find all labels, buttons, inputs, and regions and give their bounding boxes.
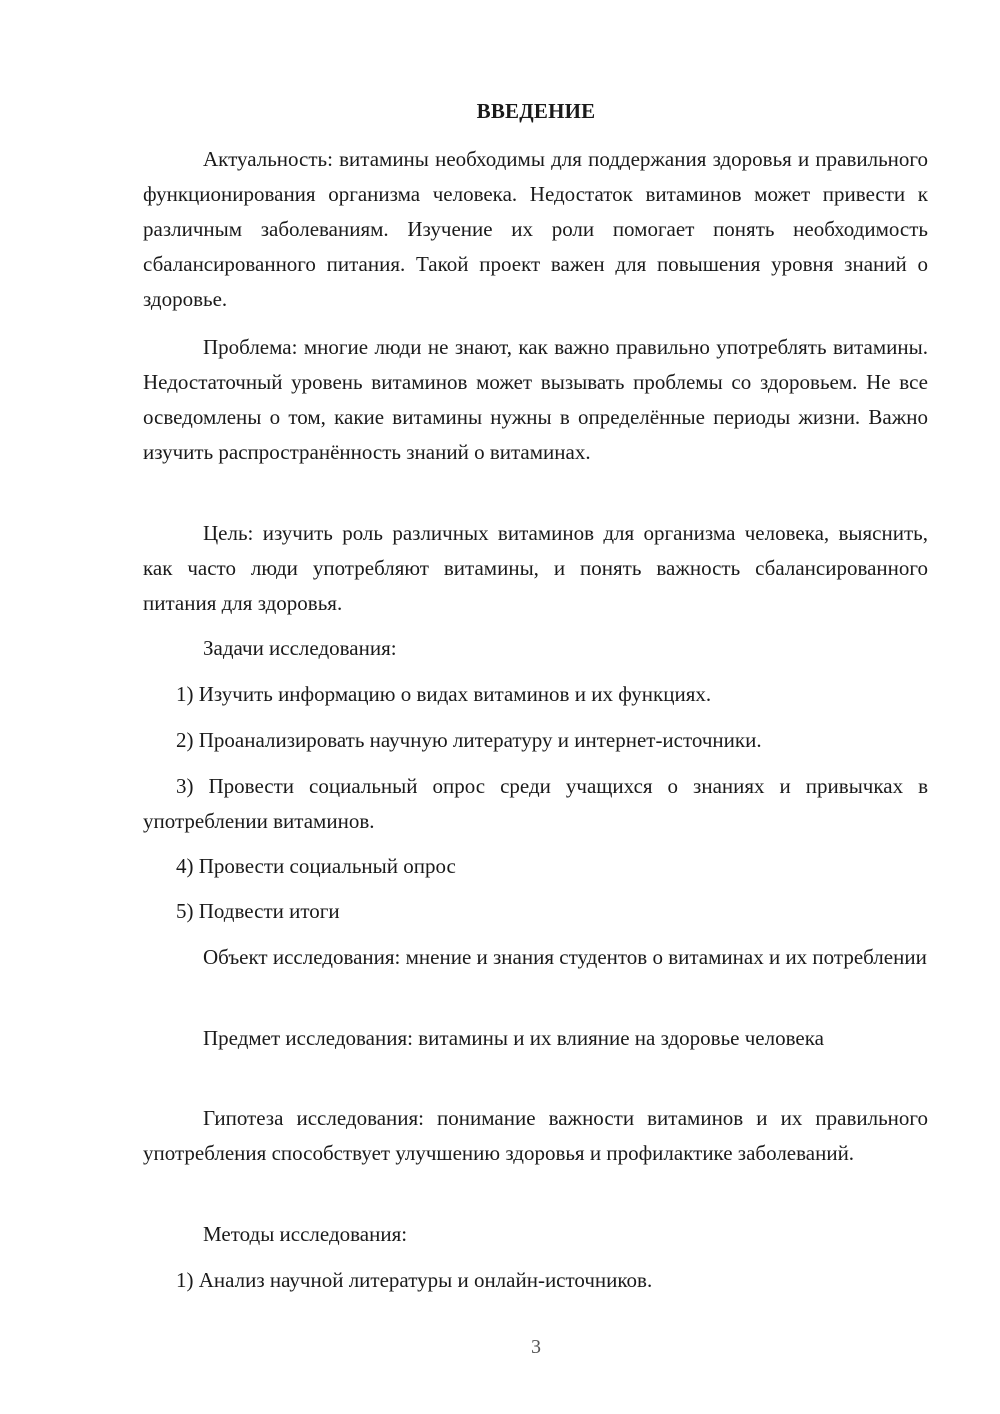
subject-paragraph: Предмет исследования: витамины и их влияние на здоровье человека — [203, 1026, 824, 1050]
task-item-2: 2) Проанализировать научную литературу и интернет-источники. — [176, 728, 762, 752]
page-number: 3 — [531, 1336, 541, 1358]
task-item-1: 1) Изучить информацию о видах витаминов и их функциях. — [176, 682, 712, 706]
method-item-1: 1) Анализ научной литературы и онлайн-источников. — [176, 1268, 653, 1292]
relevance-paragraph: Актуальность: витамины необходимы для поддержания здоровья и правильного функционирования организма человека. Недостаток витаминов может привести к различным заболеваниям. Изучение их роли помогает понять необходимость сбалансированного питания. Такой проект важен для повышения уровня знаний о здоровье. — [143, 147, 928, 311]
goal-paragraph: Цель: изучить роль различных витаминов для организма человека, выяснить, как часто люди употребляют витамины, и понять важность сбалансированного питания для здоровья. — [143, 521, 928, 615]
methods-heading: Методы исследования: — [203, 1222, 408, 1246]
tasks-heading: Задачи исследования: — [203, 636, 397, 660]
hypothesis-paragraph: Гипотеза исследования: понимание важности витаминов и их правильного употребления способствует улучшению здоровья и профилактике заболеваний. — [143, 1106, 928, 1165]
task-item-4: 4) Провести социальный опрос — [176, 854, 456, 878]
problem-paragraph: Проблема: многие люди не знают, как важно правильно употреблять витамины. Недостаточный уровень витаминов может вызывать проблемы со здоровьем. Не все осведомлены о том, какие витамины нужны в определённые периоды жизни. Важно изучить распространённость знаний о витаминах. — [143, 335, 928, 464]
page-title: ВВЕДЕНИЕ — [476, 99, 596, 123]
object-paragraph: Объект исследования: мнение и знания студентов о витаминах и их потреблении — [203, 945, 927, 969]
task-item-3: 3) Провести социальный опрос среди учащихся о знаниях и привычках в употреблении витаминов. — [143, 774, 928, 833]
task-item-5: 5) Подвести итоги — [176, 899, 340, 923]
